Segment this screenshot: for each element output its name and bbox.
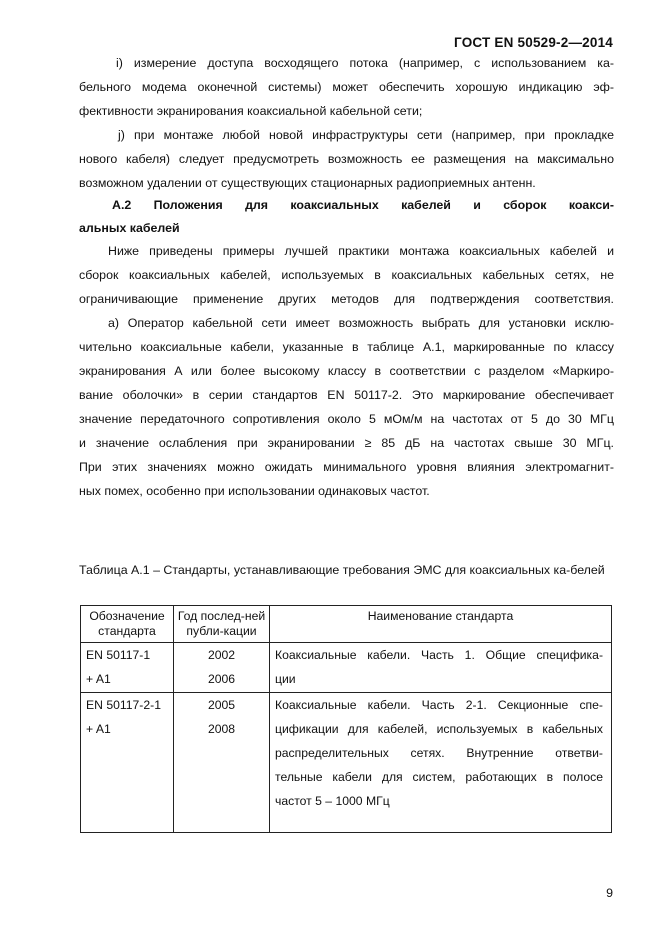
cell-year [174,643,270,693]
name-line: тельные кабели для систем, работающих в полосе [275,770,603,784]
section-heading-line-1: A.2 Положения для коаксиальных кабелей и сборок коакси- [112,198,614,212]
cell-year [174,693,270,833]
year-line: 2005 [207,698,236,712]
para-j-line-3: возможном удалении от существующих стационарных радиоприемных антенн. [79,176,536,190]
para-a-line-8: ных помех, особенно при использовании одинаковых частот. [79,484,430,498]
table-caption: Таблица А.1 – Стандарты, устанавливающие требования ЭМС для коаксиальных ка-белей [79,563,605,577]
table-row [81,693,612,833]
intro-line-2: сборок коаксиальных кабелей, используемых в коаксиальных кабельных сетях, не [79,268,614,282]
year-line: 2002 [207,648,236,662]
name-line: Коаксиальные кабели. Часть 1. Общие специфика- [275,648,603,662]
cell-code [81,693,174,833]
para-a-line-3: экранирования А или более высокому классу в соответствии с разделом «Маркиро- [79,364,614,378]
name-line: частот 5 – 1000 МГц [275,794,390,808]
para-a-line-1: а) Оператор кабельной сети имеет возможность выбрать для установки исклю- [108,316,614,330]
code-line: EN 50117-2-1 [86,698,161,712]
intro-line-1: Ниже приведены примеры лучшей практики монтажа коаксиальных кабелей и [108,244,614,258]
header-designation: Обозначение стандарта [81,606,174,643]
para-i-line-2: бельного модема оконечной системы) может обеспечить хорошую индикацию эф- [79,80,614,94]
intro-line-3: ограничивающие применение других методов для подтверждения соответствия. [79,292,614,306]
para-i-line-1: i) измерение доступа восходящего потока (например, с использованием ка- [116,56,614,70]
header-year: Год послед-ней публи-кации [174,606,270,643]
table-header-row [81,606,612,643]
para-a-line-6: и значение ослабления при экранировании ≥ 85 дБ на частотах свыше 30 МГц. [79,436,614,450]
para-j-line-1: j) при монтаже любой новой инфраструктуры сети (например, при прокладке [118,128,614,142]
para-j-line-2: нового кабеля) следует предусмотреть возможность ее размещения на максимально [79,152,614,166]
para-i-line-3: фективности экранирования коаксиальной кабельной сети; [79,104,423,118]
code-line: + A1 [86,722,111,736]
name-line: Коаксиальные кабели. Часть 2-1. Секционные спе- [275,698,603,712]
page-number: 9 [606,886,613,900]
name-line: ции [275,672,296,686]
para-a-line-2: чительно коаксиальные кабели, указанные в таблице A.1, маркированные по классу [79,340,614,354]
table-row [81,643,612,693]
code-line: + A1 [86,672,111,686]
cell-code [81,643,174,693]
year-line: 2006 [207,672,236,686]
standards-table [80,605,612,833]
section-heading-line-2: альных кабелей [79,221,180,235]
header-name: Наименование стандарта [270,606,612,643]
cell-name [270,643,612,693]
document-header: ГОСТ EN 50529-2—2014 [454,35,613,50]
year-line: 2008 [207,722,236,736]
cell-name [270,693,612,833]
code-line: EN 50117-1 [86,648,151,662]
para-a-line-4: вание оболочки» в серии стандартов EN 50117-2. Это маркирование обеспечивает [79,388,614,402]
name-line: распределительных сетях. Внутренние ответви- [275,746,603,760]
para-a-line-5: значение передаточного сопротивления около 5 мОм/м на частотах от 5 до 30 МГц [79,412,614,426]
name-line: цификации для кабелей, используемых в кабельных [275,722,603,736]
para-a-line-7: При этих значениях можно ожидать минимального уровня влияния электромагнит- [79,460,614,474]
